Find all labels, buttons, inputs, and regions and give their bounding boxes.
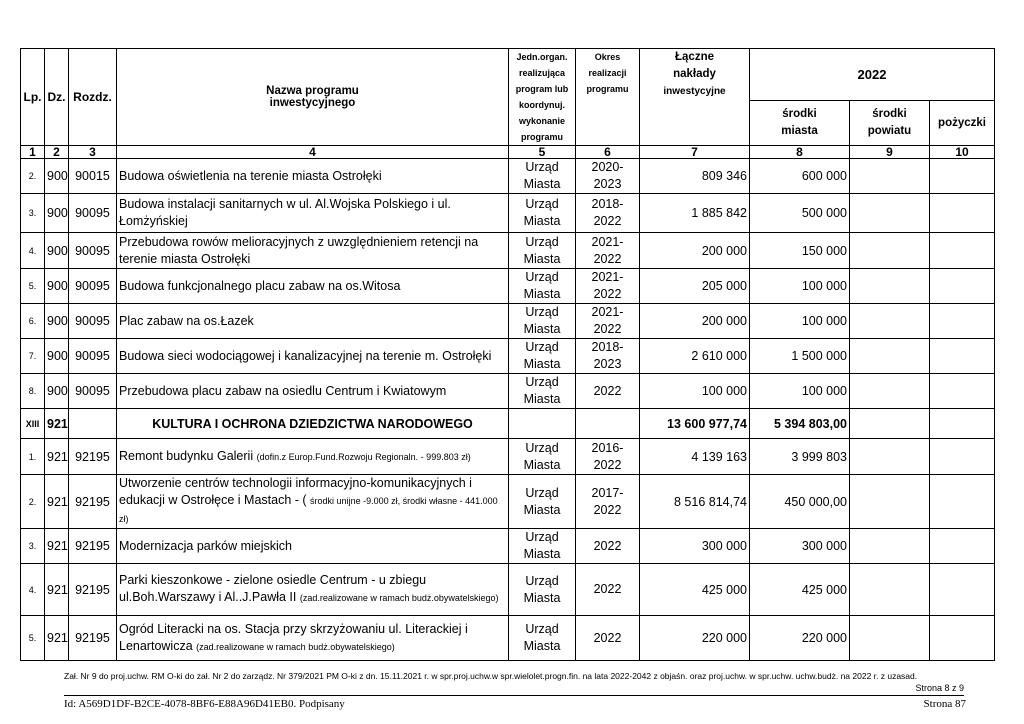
unit-line: Urząd (525, 160, 559, 174)
unit-line: Miasta (523, 251, 561, 266)
cell-name (117, 194, 509, 233)
header-dz: Dz. (45, 49, 69, 146)
cell-name (117, 304, 509, 339)
cell-section-name: KULTURA I OCHRONA DZIEDZICTWA NARODOWEGO (117, 409, 509, 439)
unit-line: Miasta (523, 590, 561, 605)
table-row (21, 233, 995, 269)
footer-page-small: Strona 8 z 9 (915, 683, 964, 693)
cell-total: 8 516 814,74 (640, 475, 750, 529)
cell-period (576, 374, 640, 409)
table-row (21, 529, 995, 564)
unit-line: Miasta (523, 214, 561, 228)
section-row (21, 409, 995, 439)
table-row (21, 374, 995, 409)
cell-period (576, 269, 640, 304)
cell-srodki-powiatu (850, 304, 930, 339)
cell-dz: 921 (45, 616, 69, 661)
cell-unit (509, 304, 576, 339)
header-okres (576, 49, 640, 146)
header-srodki-miasta-l1: środki (782, 108, 817, 120)
cell-rozdz: 92195 (69, 564, 117, 616)
cell-unit (509, 233, 576, 269)
cell-name (117, 233, 509, 269)
header-jedn-l5: wykonanie (518, 116, 565, 126)
cell-srodki-miasta: 220 000 (750, 616, 850, 661)
header-okres-l2: realizacji (588, 68, 627, 78)
cell-lp: 4. (21, 564, 45, 616)
period-line: 2022 (593, 502, 622, 517)
footer-page-number: Strona 87 (923, 698, 966, 710)
col-num: 1 (21, 146, 45, 159)
header-okres-l3: programu (586, 84, 629, 94)
header-rozdz: Rozdz. (69, 49, 117, 146)
cell-rozdz (69, 409, 117, 439)
unit-line: Urząd (525, 530, 559, 544)
unit-line: Urząd (525, 305, 559, 319)
footer-document-id: Id: A569D1DF-B2CE-4078-8BF6-E88A96D41EB0. Podpisany (64, 698, 345, 710)
cell-srodki-miasta: 150 000 (750, 233, 850, 269)
unit-line: Miasta (523, 547, 561, 561)
unit-line: Miasta (523, 392, 561, 406)
cell-period (576, 339, 640, 374)
cell-lp: XIII (21, 409, 45, 439)
cell-rozdz: 90015 (69, 159, 117, 194)
cell-name (117, 374, 509, 409)
col-num: 4 (117, 146, 509, 159)
cell-dz: 900 (45, 304, 69, 339)
cell-srodki-powiatu (850, 374, 930, 409)
header-laczne-l2: nakłady (673, 68, 716, 80)
cell-pozyczki (930, 159, 995, 194)
header-srodki-powiatu-l2: powiatu (867, 125, 912, 137)
unit-line: Miasta (523, 639, 561, 653)
period-line: 2016- (591, 440, 624, 455)
cell-srodki-powiatu (850, 409, 930, 439)
program-note: (zad.realizowane w ramach budż.obywatelskiego) (196, 641, 395, 652)
cell-total: 100 000 (640, 374, 750, 409)
cell-lp: 5. (21, 616, 45, 661)
cell-dz: 900 (45, 233, 69, 269)
header-pozyczki: pożyczki (930, 101, 995, 146)
header-jedn (509, 49, 576, 146)
period-line: 2021- (591, 270, 624, 284)
cell-period (576, 529, 640, 564)
cell-rozdz: 92195 (69, 616, 117, 661)
cell-total: 300 000 (640, 529, 750, 564)
cell-srodki-powiatu (850, 475, 930, 529)
cell-pozyczki (930, 374, 995, 409)
header-jedn-l2: realizująca (518, 68, 566, 78)
program-name: Przebudowa rowów melioracyjnych z uwzględnieniem retencji na terenie miasta Ostrołęki (119, 234, 479, 266)
cell-pozyczki (930, 194, 995, 233)
unit-line: Urząd (525, 573, 559, 588)
program-name: Modernizacja parków miejskich (119, 538, 292, 553)
period-line: 2020- (591, 160, 624, 174)
cell-unit (509, 194, 576, 233)
cell-unit (509, 439, 576, 475)
cell-total: 200 000 (640, 233, 750, 269)
cell-total: 425 000 (640, 564, 750, 616)
cell-unit (509, 374, 576, 409)
cell-pozyczki (930, 475, 995, 529)
cell-unit (509, 616, 576, 661)
cell-srodki-miasta: 3 999 803 (750, 439, 850, 475)
cell-name (117, 616, 509, 661)
cell-name (117, 159, 509, 194)
program-note: (zad.realizowane w ramach budż.obywatelskiego) (299, 593, 499, 603)
cell-lp: 3. (21, 529, 45, 564)
header-nazwa-line2: inwestycyjnego (269, 97, 356, 109)
cell-dz: 921 (45, 564, 69, 616)
header-nazwa (117, 49, 509, 146)
period-line: 2018- (591, 197, 624, 211)
column-numbers-row (21, 146, 995, 159)
period-line: 2018- (591, 340, 624, 354)
col-num: 9 (850, 146, 930, 159)
period-line: 2021- (591, 305, 624, 319)
unit-line: Miasta (523, 322, 561, 336)
program-name: Budowa sieci wodociągowej i kanalizacyjnej na terenie m. Ostrołęki (119, 348, 492, 363)
header-laczne (640, 49, 750, 146)
unit-line: Urząd (525, 234, 559, 249)
table-body (21, 159, 995, 661)
period-line: 2022 (593, 457, 622, 472)
col-num: 6 (576, 146, 640, 159)
col-num: 3 (69, 146, 117, 159)
cell-srodki-miasta: 5 394 803,00 (750, 409, 850, 439)
cell-srodki-miasta: 300 000 (750, 529, 850, 564)
unit-line: Miasta (523, 457, 561, 472)
cell-total: 205 000 (640, 269, 750, 304)
table-row (21, 304, 995, 339)
header-srodki-powiatu (850, 101, 930, 146)
cell-name (117, 439, 509, 475)
cell-period (576, 233, 640, 269)
cell-pozyczki (930, 233, 995, 269)
cell-dz: 900 (45, 374, 69, 409)
period-line: 2022 (593, 322, 622, 336)
period-line: 2022 (593, 538, 622, 553)
cell-dz: 900 (45, 339, 69, 374)
unit-line: Miasta (523, 287, 561, 301)
col-num: 2 (45, 146, 69, 159)
cell-srodki-powiatu (850, 529, 930, 564)
cell-srodki-powiatu (850, 564, 930, 616)
cell-srodki-miasta: 1 500 000 (750, 339, 850, 374)
cell-srodki-powiatu (850, 616, 930, 661)
cell-period (576, 564, 640, 616)
cell-lp: 2. (21, 475, 45, 529)
cell-total: 1 885 842 (640, 194, 750, 233)
cell-total: 809 346 (640, 159, 750, 194)
period-line: 2017- (591, 485, 624, 500)
cell-pozyczki (930, 409, 995, 439)
footer-note: Zał. Nr 9 do proj.uchw. RM O-ki do zał. Nr 2 do zarządz. Nr 379/2021 PM O-ki z dn. 15.11.2021 r. w spr.proj.uchw.w spr.wielolet.progn.fin. na lata 2022-2042 z objaśn. oraz proj.uchw. w spr.uchw. uchw.budż. na 2022 r. z uzasad. (64, 671, 918, 681)
cell-lp: 2. (21, 159, 45, 194)
cell-name (117, 529, 509, 564)
cell-srodki-miasta: 425 000 (750, 564, 850, 616)
cell-period (576, 194, 640, 233)
cell-pozyczki (930, 304, 995, 339)
header-okres-l1: Okres (594, 52, 621, 62)
cell-pozyczki (930, 616, 995, 661)
cell-unit (509, 159, 576, 194)
cell-lp: 6. (21, 304, 45, 339)
cell-total: 4 139 163 (640, 439, 750, 475)
header-jedn-l1: Jedn.organ. (516, 52, 568, 62)
cell-name (117, 564, 509, 616)
program-name: Utworzenie centrów technologii informacyjno-komunikacyjnych i edukacji w Ostrołęce i Mastach - ( (119, 476, 472, 507)
header-lp: Lp. (21, 49, 45, 146)
header-laczne-l3: inwestycyjne (663, 86, 726, 97)
cell-pozyczki (930, 439, 995, 475)
cell-lp: 4. (21, 233, 45, 269)
cell-srodki-miasta: 100 000 (750, 374, 850, 409)
unit-line: Urząd (525, 197, 559, 211)
cell-dz: 900 (45, 269, 69, 304)
cell-period (576, 616, 640, 661)
cell-period (576, 409, 640, 439)
unit-line: Miasta (523, 357, 561, 371)
cell-rozdz: 90095 (69, 269, 117, 304)
cell-total: 220 000 (640, 616, 750, 661)
unit-line: Urząd (525, 340, 559, 354)
cell-unit (509, 529, 576, 564)
period-line: 2022 (593, 214, 622, 228)
unit-line: Urząd (525, 622, 559, 636)
cell-srodki-powiatu (850, 194, 930, 233)
cell-lp: 7. (21, 339, 45, 374)
cell-lp: 3. (21, 194, 45, 233)
table-row (21, 616, 995, 661)
cell-name (117, 269, 509, 304)
program-note: (dofin.z Europ.Fund.Rozwoju Regionaln. - 999.803 zł) (256, 451, 471, 462)
program-name: Przebudowa placu zabaw na osiedlu Centrum i Kwiatowym (119, 383, 447, 398)
cell-pozyczki (930, 529, 995, 564)
program-name: Budowa oświetlenia na terenie miasta Ostrołęki (119, 168, 382, 183)
cell-total: 13 600 977,74 (640, 409, 750, 439)
header-nazwa-line1: Nazwa programu (266, 85, 359, 97)
table-row (21, 159, 995, 194)
cell-period (576, 304, 640, 339)
period-line: 2023 (593, 357, 622, 371)
unit-line: Urząd (525, 440, 559, 455)
cell-rozdz: 92195 (69, 475, 117, 529)
cell-period (576, 439, 640, 475)
unit-line: Miasta (523, 177, 561, 191)
col-num: 10 (930, 146, 995, 159)
cell-srodki-miasta: 100 000 (750, 269, 850, 304)
cell-unit (509, 339, 576, 374)
cell-unit (509, 475, 576, 529)
cell-srodki-miasta: 100 000 (750, 304, 850, 339)
unit-line: Urząd (525, 270, 559, 284)
cell-pozyczki (930, 339, 995, 374)
program-note: środki unijne -9.000 zł, środki własne - 441.000 zł) (119, 496, 498, 524)
investment-table (20, 48, 995, 661)
period-line: 2022 (593, 251, 622, 266)
cell-srodki-miasta: 600 000 (750, 159, 850, 194)
cell-name (117, 475, 509, 529)
cell-dz: 900 (45, 194, 69, 233)
cell-lp: 8. (21, 374, 45, 409)
unit-line: Urząd (525, 485, 559, 500)
unit-line: Miasta (523, 502, 561, 517)
cell-total: 200 000 (640, 304, 750, 339)
program-name: Plac zabaw na os.Łazek (119, 313, 254, 328)
cell-srodki-powiatu (850, 159, 930, 194)
cell-srodki-powiatu (850, 233, 930, 269)
unit-line: Urząd (525, 375, 559, 389)
header-srodki-miasta-l2: miasta (781, 125, 818, 137)
header-year: 2022 (750, 49, 995, 101)
cell-rozdz: 92195 (69, 439, 117, 475)
cell-period (576, 475, 640, 529)
header-jedn-l6: programu (520, 132, 563, 142)
cell-srodki-miasta: 450 000,00 (750, 475, 850, 529)
cell-dz: 921 (45, 475, 69, 529)
cell-srodki-miasta: 500 000 (750, 194, 850, 233)
cell-rozdz: 90095 (69, 194, 117, 233)
program-name: Remont budynku Galerii (119, 448, 254, 463)
period-line: 2022 (593, 383, 622, 398)
program-name: Ogród Literacki na os. Stacja przy skrzyżowaniu ul. Literackiej i Lenartowicza (119, 621, 468, 653)
cell-srodki-powiatu (850, 439, 930, 475)
cell-period (576, 159, 640, 194)
cell-unit (509, 409, 576, 439)
cell-dz: 921 (45, 439, 69, 475)
period-line: 2023 (593, 177, 622, 191)
footer-divider (64, 695, 964, 696)
table-row (21, 194, 995, 233)
col-num: 5 (509, 146, 576, 159)
header-srodki-miasta (750, 101, 850, 146)
table-row (21, 439, 995, 475)
cell-dz: 921 (45, 409, 69, 439)
col-num: 8 (750, 146, 850, 159)
table-row (21, 339, 995, 374)
col-num: 7 (640, 146, 750, 159)
program-name: Budowa funkcjonalnego placu zabaw na os.Witosa (119, 278, 401, 293)
cell-pozyczki (930, 564, 995, 616)
cell-rozdz: 92195 (69, 529, 117, 564)
cell-dz: 921 (45, 529, 69, 564)
table-row (21, 564, 995, 616)
program-name: Parki kieszonkowe - zielone osiedle Centrum - u zbiegu ul.Boh.Warszawy i Al..J.Pawła II (119, 573, 427, 604)
cell-total: 2 610 000 (640, 339, 750, 374)
period-line: 2022 (593, 287, 622, 301)
cell-unit (509, 564, 576, 616)
cell-unit (509, 269, 576, 304)
header-jedn-l3: program lub (515, 84, 569, 94)
period-line: 2022 (593, 582, 622, 596)
cell-rozdz: 90095 (69, 304, 117, 339)
cell-srodki-powiatu (850, 269, 930, 304)
period-line: 2022 (593, 630, 622, 645)
cell-dz: 900 (45, 159, 69, 194)
cell-lp: 5. (21, 269, 45, 304)
header-laczne-l1: Łączne (675, 51, 714, 63)
cell-srodki-powiatu (850, 339, 930, 374)
header-srodki-powiatu-l1: środki (872, 108, 907, 120)
table-row (21, 475, 995, 529)
header-jedn-l4: koordynuj. (518, 100, 565, 110)
cell-pozyczki (930, 269, 995, 304)
period-line: 2021- (591, 234, 624, 249)
table-row (21, 269, 995, 304)
cell-name (117, 339, 509, 374)
cell-rozdz: 90095 (69, 233, 117, 269)
program-name: Budowa instalacji sanitarnych w ul. Al.Wojska Polskiego i ul. Łomżyńskiej (119, 197, 451, 228)
cell-rozdz: 90095 (69, 374, 117, 409)
cell-rozdz: 90095 (69, 339, 117, 374)
cell-lp: 1. (21, 439, 45, 475)
